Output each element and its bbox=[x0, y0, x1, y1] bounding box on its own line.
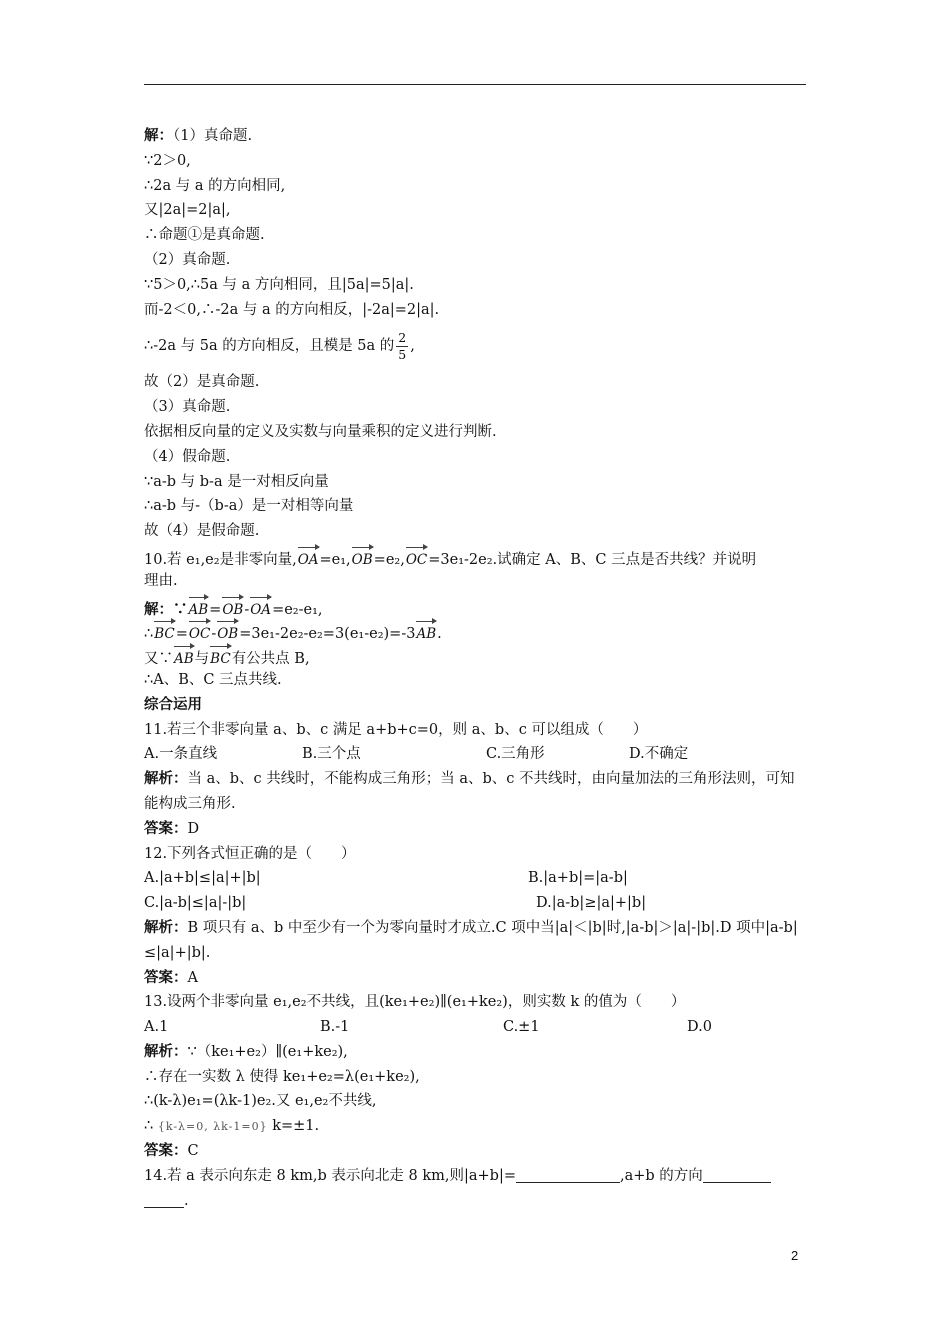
line-text: . bbox=[437, 626, 442, 643]
answer-value: A bbox=[187, 969, 198, 986]
text-line: ∴a-b 与-（b-a）是一对相等向量 bbox=[144, 498, 354, 515]
q12-answer bbox=[144, 966, 808, 991]
text-line: 又|2a|=2|a|, bbox=[144, 202, 231, 219]
text-line bbox=[144, 124, 808, 149]
line-text: , bbox=[410, 338, 415, 355]
vector-oa: OA bbox=[297, 548, 320, 573]
q12-options-row1 bbox=[144, 866, 808, 891]
text-line: 理由. bbox=[144, 572, 178, 589]
line-text: =3e₁-2e₂.试确定 A、B、C 三点是否共线？并说明 bbox=[428, 551, 757, 568]
text-line: 故（2）是真命题. bbox=[144, 374, 260, 391]
option-c: C.三角形 bbox=[486, 746, 545, 763]
q12-options-row2 bbox=[144, 891, 808, 916]
solution-label: 解： bbox=[144, 127, 173, 144]
option-c: C.±1 bbox=[503, 1019, 540, 1036]
q11-answer bbox=[144, 817, 808, 842]
q11-options bbox=[144, 742, 808, 767]
line-text: - bbox=[211, 626, 217, 643]
line-text: - bbox=[244, 601, 250, 618]
line-text: = bbox=[209, 601, 222, 618]
vector-ab: AB bbox=[188, 598, 210, 623]
text-line: ∵a-b 与 b-a 是一对相反向量 bbox=[144, 473, 329, 490]
line-text: （1）真命题. bbox=[173, 128, 253, 144]
question-11: 11.若三个非零向量 a、b、c 满足 a+b+c=0，则 a、b、c 可以组成（ ） bbox=[144, 721, 648, 738]
text-line: （4）假命题. bbox=[144, 448, 231, 465]
line-text: 10.若 e₁,e₂是非零向量, bbox=[144, 551, 297, 568]
fraction bbox=[396, 330, 408, 363]
text-line bbox=[144, 322, 808, 370]
text-line: ∴存在一实数 λ 使得 ke₁+e₂=λ(e₁+ke₂), bbox=[144, 1068, 420, 1085]
text-line: ∵2＞0, bbox=[144, 152, 191, 169]
line-text: =e₁, bbox=[319, 551, 351, 568]
option-a: A.1 bbox=[144, 1019, 169, 1036]
q11-explanation bbox=[144, 767, 808, 817]
text-line: 故（4）是假命题. bbox=[144, 523, 260, 540]
vector-oc: OC bbox=[405, 548, 428, 573]
header-rule bbox=[144, 84, 806, 85]
explanation-label: 解析： bbox=[144, 918, 188, 936]
line-text: ∴-2a 与 5a 的方向相反，且模是 5a 的 bbox=[144, 338, 395, 355]
line-text: ∴ bbox=[144, 626, 154, 643]
question-14 bbox=[144, 1164, 808, 1189]
line-text: 有公共点 B, bbox=[231, 651, 310, 668]
line-text: 又∵ bbox=[144, 651, 173, 668]
answer-blank-direction[interactable] bbox=[703, 1166, 771, 1183]
solution-10-line bbox=[144, 643, 808, 668]
text-line: （2）真命题. bbox=[144, 251, 231, 268]
line-text: =e₂-e₁, bbox=[272, 601, 323, 618]
text-line: ∵5＞0,∴5a 与 a 方向相同，且|5a|=5|a|. bbox=[144, 276, 414, 293]
line-text: k=±1. bbox=[272, 1118, 320, 1135]
vector-ob: OB bbox=[221, 598, 244, 623]
text-line: ∴命题①是真命题. bbox=[144, 227, 265, 244]
option-d: D.不确定 bbox=[629, 746, 689, 763]
text-line: 依据相反向量的定义及实数与向量乘积的定义进行判断. bbox=[144, 423, 497, 440]
solution-label: 解：∵ bbox=[144, 600, 188, 618]
option-a: A.一条直线 bbox=[144, 746, 218, 763]
option-a: A.|a+b|≤|a|+|b| bbox=[144, 870, 261, 887]
answer-blank-magnitude[interactable] bbox=[516, 1166, 620, 1183]
question-14-cont bbox=[144, 1189, 808, 1214]
answer-label: 答案： bbox=[144, 968, 188, 986]
option-b: B.|a+b|=|a-b| bbox=[528, 870, 628, 887]
vector-oc: OC bbox=[188, 622, 211, 647]
explanation-text: B 项只有 a、b 中至少有一个为零向量时才成立.C 项中当|a|＜|b|时,|a-b|＞|a|-|b|.D 项中|a-b|≤|a|+|b|. bbox=[144, 919, 798, 961]
equation-system: {k-λ=0, λk-1=0} bbox=[157, 1120, 268, 1134]
text-line: ∴2a 与 a 的方向相同, bbox=[144, 177, 286, 194]
option-d: D.|a-b|≥|a|+|b| bbox=[536, 895, 647, 912]
option-b: B.三个点 bbox=[302, 746, 361, 763]
answer-label: 答案： bbox=[144, 1142, 188, 1160]
text-line: 而-2＜0,∴-2a 与 a 的方向相反，|-2a|=2|a|. bbox=[144, 301, 440, 318]
line-text: =3e₁-2e₂-e₂=3(e₁-e₂)=-3 bbox=[239, 626, 416, 643]
section-heading: 综合运用 bbox=[144, 695, 202, 713]
answer-value: D bbox=[187, 820, 200, 837]
text-line: ∴A、B、C 三点共线. bbox=[144, 671, 282, 688]
fraction-numerator: 2 bbox=[398, 329, 407, 345]
line-text: ,a+b 的方向 bbox=[620, 1167, 703, 1184]
option-c: C.|a-b|≤|a|-|b| bbox=[144, 895, 247, 912]
vector-ab: AB bbox=[415, 622, 437, 647]
line-text: = bbox=[175, 626, 188, 643]
vector-ab: AB bbox=[173, 647, 195, 672]
explanation-label: 解析： bbox=[144, 770, 188, 788]
answer-label: 答案： bbox=[144, 819, 188, 837]
line-text: 14.若 a 表示向东走 8 km,b 表示向北走 8 km,则|a+b|= bbox=[144, 1167, 516, 1184]
line-text: . bbox=[184, 1192, 189, 1209]
vector-bc: BC bbox=[153, 622, 176, 647]
question-13: 13.设两个非零向量 e₁,e₂不共线，且(ke₁+e₂)∥(e₁+ke₂)，则实数 k 的值为（ ） bbox=[144, 994, 686, 1011]
question-12: 12.下列各式恒正确的是（ ） bbox=[144, 845, 356, 862]
fraction-denominator: 5 bbox=[398, 346, 407, 362]
text-line: （3）真命题. bbox=[144, 399, 231, 416]
explanation-text: ∵（ke₁+e₂）∥(e₁+ke₂), bbox=[187, 1043, 348, 1060]
text-line: ∴(k-λ)e₁=(λk-1)e₂.又 e₁,e₂不共线, bbox=[144, 1093, 377, 1110]
explanation-text: 当 a、b、c 共线时，不能构成三角形；当 a、b、c 不共线时，由向量加法的三角形法则，可知能构成三角形. bbox=[144, 771, 795, 812]
line-text: =e₂, bbox=[373, 551, 405, 568]
q13-explanation bbox=[144, 1040, 808, 1065]
answer-blank-direction-cont[interactable] bbox=[144, 1191, 184, 1208]
vector-ob: OB bbox=[216, 622, 239, 647]
q12-explanation bbox=[144, 916, 808, 966]
question-10 bbox=[144, 544, 808, 569]
vector-ob: OB bbox=[351, 548, 374, 573]
page-number: 2 bbox=[791, 1248, 799, 1263]
answer-value: C bbox=[187, 1143, 199, 1160]
vector-bc: BC bbox=[209, 647, 232, 672]
line-text: ∴ bbox=[144, 1118, 154, 1135]
option-d: D.0 bbox=[687, 1019, 712, 1036]
q13-options bbox=[144, 1015, 808, 1040]
q13-answer bbox=[144, 1139, 808, 1164]
option-b: B.-1 bbox=[320, 1019, 350, 1036]
line-text: 与 bbox=[194, 651, 210, 668]
explanation-label: 解析： bbox=[144, 1042, 188, 1060]
text-line bbox=[144, 1114, 808, 1139]
page-content bbox=[144, 124, 808, 1213]
solution-10-line bbox=[144, 594, 808, 619]
vector-oa: OA bbox=[249, 598, 272, 623]
